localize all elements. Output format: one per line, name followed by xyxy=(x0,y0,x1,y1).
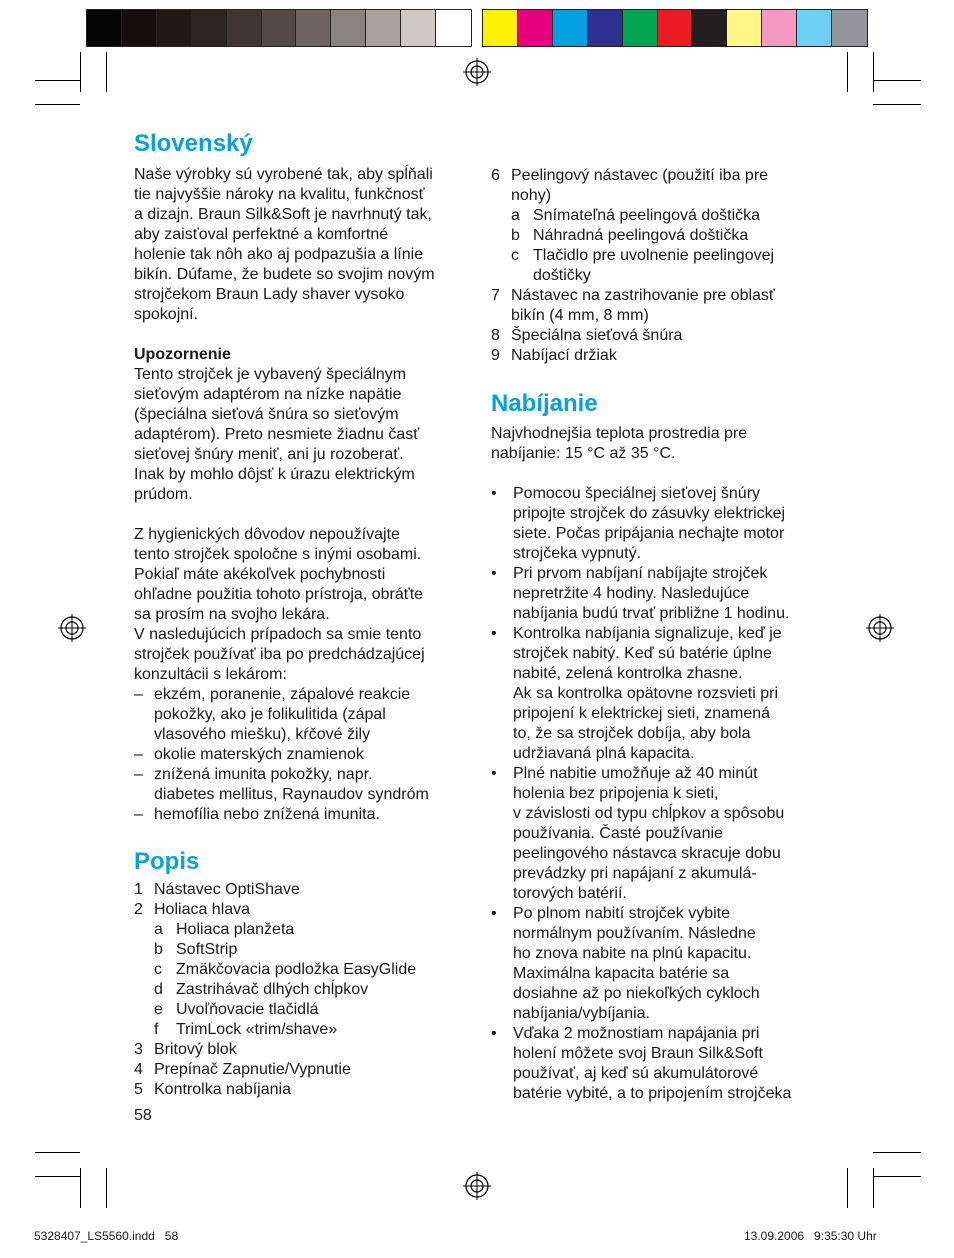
subitem-label: TrimLock «trim/shave» xyxy=(176,1021,338,1038)
parts-list-continued xyxy=(491,166,831,366)
bullet-line-text xyxy=(513,1024,791,1104)
text-line: sieťovým adaptérom na nízke napätie xyxy=(134,386,402,403)
part-line: nohy) xyxy=(511,187,552,204)
bullet-marker: • xyxy=(491,565,497,582)
registration-mark-icon xyxy=(866,614,894,642)
part-label: Holiaca hlava xyxy=(154,901,251,918)
part-item xyxy=(491,326,831,346)
bullet-line-text xyxy=(513,564,789,624)
color-swatch xyxy=(797,10,832,46)
subitem-label: Zmäkčovacia podložka EasyGlide xyxy=(176,961,417,978)
bullet-line: Plné nabitie umožňuje až 40 minút xyxy=(513,765,758,782)
left-column xyxy=(134,130,474,1126)
text-line: sa prosím na svojho lekára. xyxy=(134,606,330,623)
text-line: strojčekom Braun Lady shaver vysoko xyxy=(134,286,405,303)
text-line: aby zaisťoval perfektné a komfortné xyxy=(134,226,389,243)
bullet-line: strojčeka vypnutý. xyxy=(513,545,642,562)
color-swatch xyxy=(553,10,588,46)
part-number: 2 xyxy=(134,901,143,918)
part-subitem xyxy=(134,940,474,960)
part-line: Peelingový nástavec (použití iba pre xyxy=(511,167,769,184)
part-line-text xyxy=(511,326,682,346)
part-subitem xyxy=(134,1000,474,1020)
charging-bullet-item xyxy=(491,764,831,904)
registration-mark-icon xyxy=(58,614,86,642)
part-subitem xyxy=(491,206,831,226)
bullet-line: Pomocou špeciálnej sieťovej šnúry xyxy=(513,485,761,502)
color-swatch xyxy=(623,10,658,46)
bullet-line-text xyxy=(513,764,784,904)
color-swatch xyxy=(296,10,331,46)
text-line: a dizajn. Braun Silk&Soft je navrhnutý tak, xyxy=(134,206,432,223)
registration-mark-icon xyxy=(463,58,491,86)
color-swatch xyxy=(262,10,297,46)
subitem-line: Tlačidlo pre uvolnenie peelingovej xyxy=(533,247,775,264)
bullet-line: nepretržite 4 hodiny. Nasledujúce xyxy=(513,585,750,602)
bullet-marker: • xyxy=(491,485,497,502)
subitem-label: Holiaca planžeta xyxy=(176,921,295,938)
charging-bullet-item xyxy=(491,1024,831,1104)
bullet-line: Kontrolka nabíjania signalizuje, keď je xyxy=(513,625,782,642)
dash-marker: – xyxy=(134,766,143,783)
part-line: Špeciálna sieťová šnúra xyxy=(511,327,683,344)
text-line: Inak by mohlo dôjsť k úrazu elektrickým xyxy=(134,466,415,483)
charging-intro xyxy=(491,424,831,464)
warning-heading: Upozornenie xyxy=(134,346,231,363)
text-line: tie najvyššie nároky na kvalitu, funkčnosť xyxy=(134,186,425,203)
color-swatch xyxy=(436,10,471,46)
subitem-line-text xyxy=(533,206,760,226)
condition-line: ekzém, poranenie, zápalové reakcie xyxy=(154,686,411,703)
text-line: V nasledujúcich prípadoch sa smie tento xyxy=(134,626,422,643)
bullet-line: torových batérií. xyxy=(513,885,627,902)
bullet-line: holenia bez pripojenia k sieti, xyxy=(513,785,719,802)
section-title-slovensky: Slovenský xyxy=(134,130,253,157)
bullet-line: Ak sa kontrolka opätovne rozsvieti pri xyxy=(513,685,779,702)
bullet-line: Vďaka 2 možnostiam napájania pri xyxy=(513,1025,760,1042)
text-line: holenie tak nôh ako aj podpazušia a línie xyxy=(134,246,424,263)
color-swatch xyxy=(588,10,623,46)
dash-marker: – xyxy=(134,746,143,763)
part-label: Britový blok xyxy=(154,1041,237,1058)
color-swatch xyxy=(832,10,867,46)
part-line-text xyxy=(511,166,768,206)
subitem-label: SoftStrip xyxy=(176,941,238,958)
part-number: 9 xyxy=(491,347,500,364)
page-number: 58 xyxy=(134,1107,152,1124)
condition-item xyxy=(134,805,474,825)
section-title-nabijanie: Nabíjanie xyxy=(491,390,598,417)
part-item xyxy=(134,900,474,920)
condition-item xyxy=(134,765,474,805)
part-line-text xyxy=(511,346,617,366)
subitem-line-text xyxy=(533,226,748,246)
condition-line: hemofília nebo znížená imunita. xyxy=(154,806,380,823)
part-item xyxy=(134,1080,474,1100)
subitem-letter: b xyxy=(154,941,163,958)
part-line: bikín (4 mm, 8 mm) xyxy=(511,307,649,324)
part-label: Nástavec OptiShave xyxy=(154,881,300,898)
bullet-line: Pri prvom nabíjaní nabíjajte strojček xyxy=(513,565,768,582)
color-swatch xyxy=(192,10,227,46)
subitem-letter: f xyxy=(154,1021,159,1038)
bullet-line: siete. Počas pripájania nechajte motor xyxy=(513,525,785,542)
text-line: tento strojček spoločne s inými osobami. xyxy=(134,546,422,563)
condition-line-text xyxy=(154,685,410,745)
color-swatch xyxy=(762,10,797,46)
charging-bullets xyxy=(491,484,831,1104)
part-subitem xyxy=(134,1020,474,1040)
charging-bullet-item xyxy=(491,564,831,624)
condition-line: znížená imunita pokožky, napr. xyxy=(154,766,373,783)
bullet-marker: • xyxy=(491,765,497,782)
color-swatch xyxy=(366,10,401,46)
bullet-line: to, že sa strojček dobíja, aby bola xyxy=(513,725,751,742)
text-line: konzultácii s lekárom: xyxy=(134,666,287,683)
text-line: sieťovej šnúry meniť, ani ju rozoberať. xyxy=(134,446,404,463)
part-label: Kontrolka nabíjania xyxy=(154,1081,291,1098)
condition-line: diabetes mellitus, Raynaudov syndróm xyxy=(154,786,429,803)
bullet-line: nabíjania/vybíjania. xyxy=(513,1005,650,1022)
dash-marker: – xyxy=(134,806,143,823)
condition-line-text xyxy=(154,805,380,825)
color-swatch xyxy=(122,10,157,46)
condition-item xyxy=(134,745,474,765)
subitem-label: Zastrihávač dlhých chĺpkov xyxy=(176,981,369,998)
charging-bullet-item xyxy=(491,484,831,564)
bullet-line: udržiavaná plná kapacita. xyxy=(513,745,695,762)
condition-line: pokožky, ako je folikulitida (zápal xyxy=(154,706,386,723)
part-subitem xyxy=(491,226,831,246)
dash-marker: – xyxy=(134,686,143,703)
part-subitem xyxy=(134,980,474,1000)
subitem-letter: d xyxy=(154,981,163,998)
charging-bullet-item xyxy=(491,624,831,764)
color-swatch xyxy=(87,10,122,46)
bullet-line: v závislosti od typu chĺpkov a spôsobu xyxy=(513,805,785,822)
grayscale-color-bar xyxy=(86,9,472,47)
text-line: Tento strojček je vybavený špeciálnym xyxy=(134,366,407,383)
subitem-line: Snímateľná peelingová doštička xyxy=(533,207,761,224)
bullet-marker: • xyxy=(491,1025,497,1042)
part-subitem xyxy=(134,960,474,980)
subitem-letter: a xyxy=(154,921,163,938)
footer-timestamp: 13.09.2006 9:35:30 Uhr xyxy=(744,1229,877,1243)
right-column xyxy=(491,166,831,1104)
part-item xyxy=(491,286,831,326)
text-line: spokojní. xyxy=(134,306,199,323)
parts-list xyxy=(134,880,474,1100)
bullet-marker: • xyxy=(491,625,497,642)
color-swatch xyxy=(518,10,553,46)
bullet-line: peelingového nástavca skracuje dobu xyxy=(513,845,781,862)
text-line: ohľadne použitia tohoto prístroja, obráťte xyxy=(134,586,424,603)
bullet-line: Po plnom nabití strojček vybite xyxy=(513,905,730,922)
part-item xyxy=(491,346,831,366)
bullet-line-text xyxy=(513,904,760,1024)
subitem-letter: c xyxy=(154,961,162,978)
subitem-letter: c xyxy=(511,247,519,264)
subitem-letter: a xyxy=(511,207,520,224)
bullet-line: dosiahne až po niekoľkých cykloch xyxy=(513,985,760,1002)
color-swatch xyxy=(692,10,727,46)
text-line: prúdom. xyxy=(134,486,193,503)
color-swatch xyxy=(658,10,693,46)
part-line-text xyxy=(511,286,775,326)
subitem-line: doštičky xyxy=(533,267,591,284)
bullet-marker: • xyxy=(491,905,497,922)
condition-line-text xyxy=(154,745,364,765)
color-swatch xyxy=(157,10,192,46)
bullet-line: prevádzky pri napájaní z akumulá- xyxy=(513,865,757,882)
part-number: 7 xyxy=(491,287,500,304)
part-item xyxy=(134,1040,474,1060)
text-line: Pokiaľ máte akékoľvek pochybnosti xyxy=(134,566,386,583)
part-line: Nástavec na zastrihovanie pre oblasť xyxy=(511,287,775,304)
subitem-letter: b xyxy=(511,227,520,244)
bullet-line-text xyxy=(513,484,785,564)
bullet-line: používať, aj keď sú akumulátorové xyxy=(513,1065,759,1082)
part-label: Prepínač Zapnutie/Vypnutie xyxy=(154,1061,351,1078)
text-line: nabíjanie: 15 °C až 35 °C. xyxy=(491,445,676,462)
part-number: 3 xyxy=(134,1041,143,1058)
bullet-line: pripojte strojček do zásuvky elektrickej xyxy=(513,505,786,522)
bullet-line: nabité, zelená kontrolka zhasne. xyxy=(513,665,743,682)
process-color-bar xyxy=(482,9,868,47)
subitem-letter: e xyxy=(154,1001,163,1018)
part-subitem xyxy=(134,920,474,940)
color-swatch xyxy=(401,10,436,46)
subitem-line: Náhradná peelingová doštička xyxy=(533,227,749,244)
text-line: adaptérom). Preto nesmiete žiadnu časť xyxy=(134,426,420,443)
part-item xyxy=(134,880,474,900)
bullet-line: ho znova nabite na plnú kapacitu. xyxy=(513,945,752,962)
text-line: strojček používať iba po predchádzajúcej xyxy=(134,646,425,663)
bullet-line: strojček nabitý. Keď sú batérie úplne xyxy=(513,645,772,662)
bullet-line: batérie vybité, a to pripojením strojčeka xyxy=(513,1085,792,1102)
part-number: 5 xyxy=(134,1081,143,1098)
bullet-line: holení môžete svoj Braun Silk&Soft xyxy=(513,1045,763,1062)
color-swatch xyxy=(331,10,366,46)
bullet-line: nabíjania budú trvať približne 1 hodinu. xyxy=(513,605,790,622)
color-swatch xyxy=(483,10,518,46)
part-line: Nabíjací držiak xyxy=(511,347,617,364)
bullet-line-text xyxy=(513,624,782,764)
bullet-line: normálnym používaním. Následne xyxy=(513,925,756,942)
bullet-line: pripojení k elektrickej sieti, znamená xyxy=(513,705,771,722)
charging-bullet-item xyxy=(491,904,831,1024)
condition-line: okolie materských znamienok xyxy=(154,746,364,763)
part-number: 8 xyxy=(491,327,500,344)
condition-line: vlasového miešku), kŕčové žily xyxy=(154,726,371,743)
warning-paragraph xyxy=(134,365,474,505)
subitem-label: Uvoľňovacie tlačidlá xyxy=(176,1001,319,1018)
text-line: Naše výrobky sú vyrobené tak, aby spĺňali xyxy=(134,166,433,183)
part-item xyxy=(491,166,831,206)
part-number: 1 xyxy=(134,881,143,898)
part-item xyxy=(134,1060,474,1080)
subitem-line-text xyxy=(533,246,774,286)
bullet-line: Maximálna kapacita batérie sa xyxy=(513,965,730,982)
section-title-popis: Popis xyxy=(134,848,200,875)
text-line: Z hygienických dôvodov nepoužívajte xyxy=(134,526,400,543)
intro-paragraph xyxy=(134,165,474,325)
color-swatch xyxy=(727,10,762,46)
part-number: 6 xyxy=(491,167,500,184)
part-number: 4 xyxy=(134,1061,143,1078)
part-subitem xyxy=(491,246,831,286)
condition-item xyxy=(134,685,474,745)
conditions-list xyxy=(134,685,474,825)
text-line: (špeciálna sieťová šnúra so sieťovým xyxy=(134,406,399,423)
bullet-line: používania. Časté používanie xyxy=(513,825,723,842)
color-swatch xyxy=(227,10,262,46)
hygiene-paragraph xyxy=(134,525,474,685)
footer-file-info: 5328407_LS5560.indd 58 xyxy=(34,1229,179,1243)
registration-mark-icon xyxy=(463,1172,491,1200)
condition-line-text xyxy=(154,765,429,805)
text-line: Najvhodnejšia teplota prostredia pre xyxy=(491,425,748,442)
text-line: bikín. Dúfame, že budete so svojim novým xyxy=(134,266,435,283)
